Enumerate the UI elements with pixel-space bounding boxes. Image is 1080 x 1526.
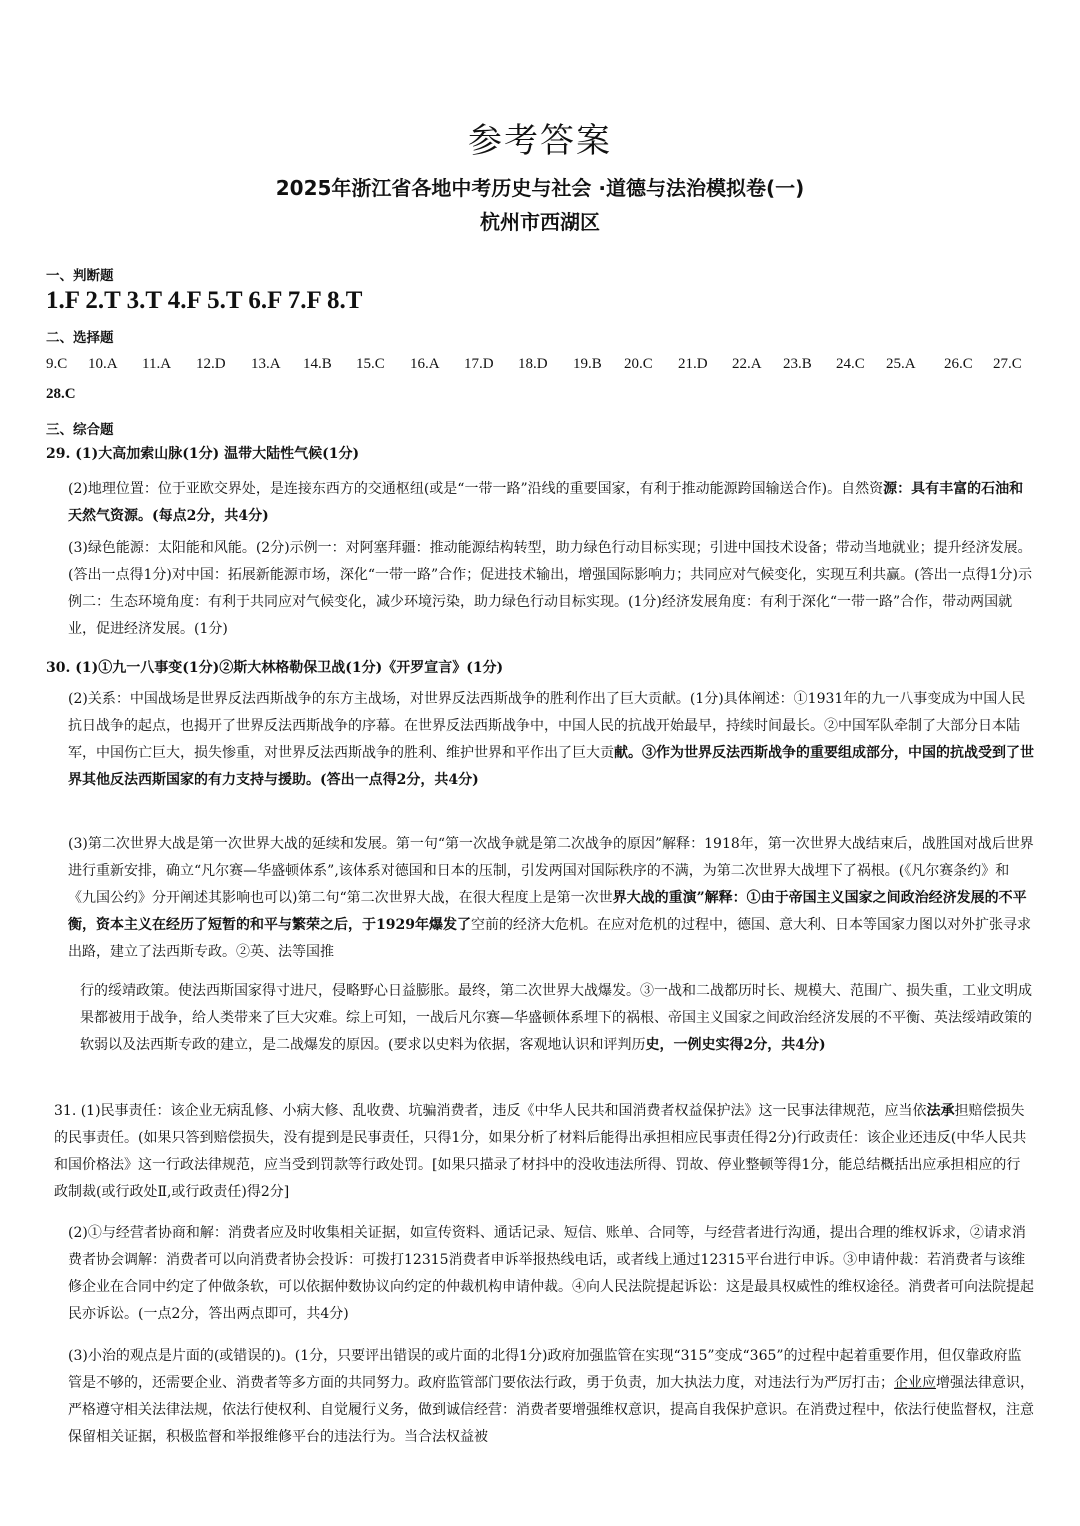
q31-part3-text: (3)小治的观点是片面的(或错误的)。(1分，只要评出错误的或片面的北得1分)政府加强监管在实现“315”变成“365”的过程中起着重要作用，但仅靠政府监管是不够的，还需要企业、消费者等多方面的共同努力。政府监管部门要依法行政，勇于负责，加大执法力度，对违法行为严厉打击；	[68, 1348, 1022, 1391]
section-heading-multiple-choice: 二、选择题	[46, 330, 114, 346]
q31-part1	[54, 1098, 1034, 1206]
q31-part1-text: 31. (1)民事责任：该企业无病乱修、小病大修、乱收费、坑骗消费者，违反《中华人民共和国消费者权益保护法》这一民事法律规范，应当依	[54, 1103, 927, 1119]
mc-answer: 14.B	[303, 356, 332, 372]
mc-answer: 20.C	[624, 356, 653, 372]
exam-subtitle: 2025年浙江省各地中考历史与社会 ·道德与法治模拟卷(一)	[275, 176, 805, 200]
q31-part3	[68, 1343, 1034, 1451]
mc-answer: 11.A	[142, 356, 172, 372]
q31-part3-underlined: 企业应	[894, 1375, 936, 1391]
q31-part2: (2)①与经营者协商和解：消费者应及时收集相关证据，如宣传资料、通话记录、短信、账单、合同等，与经营者进行沟通，提出合理的维权诉求，②请求消费者协会调解：消费者可以向消费者协会投诉：可拨打12315消费者申诉举报热线电话，或者线上通过12315平台进行申诉。③申请仲裁：若消费者与该维修企业在合同中约定了仲做条软，可以依据仲数协议向约定的仲裁机构申请仲裁。④向人民法院提起诉讼：这是最具权威性的维权途径。消费者可向法院提起民亦诉讼。(一点2分，答出两点即可，共4分)	[68, 1225, 1034, 1322]
q30-part3-text-d: 行的绥靖政策。使法西斯国家得寸进尺，侵略野心日益膨胀。最终，第二次世界大战爆发。③一战和二战都历时长、规模大、范围广、损失重，工业文明成果都被用于战争，给人类带来了巨大灾难。综上可知，一战后凡尔赛—华盛顿体系埋下的祸根、帝国主义国家之间政治经济发展的不平衡、英法绥靖政策的软弱以及法西斯专政的建立，是二战爆发的原因。(要求以史料为依据，客观地认识和评判历	[80, 983, 1032, 1053]
q29-part3: (3)绿色能源：太阳能和风能。(2分)示例一：对阿塞拜疆：推动能源结构转型，助力绿色行动目标实现；引进中国技术设备；带动当地就业；提升经济发展。(答出一点得1分)对中国：拓展新能源市场，深化“一带一路”合作；促进技术输出，增强国际影响力；共同应对气候变化，实现互利共赢。(答出一点得1分)示例二：生态环境角度：有利于共同应对气候变化，减少环境污染，助力绿色行动目标实现。(1分)经济发展角度：有利于深化“一带一路”合作，带动两国就业，促进经济发展。(1分)	[68, 540, 1032, 637]
mc-answer: 22.A	[732, 356, 762, 372]
q30-part3-text-a: (3)第二次世界大战是第一次世界大战的延续和发展。第一句“第一次战争就是第二次战争的原因”解释：1918年，第一次世界大战结束后，战胜国对战后世界进行重新安排，确立“凡尔赛—华盛顿体系”,该体系对德国和日本的压制，引发两国对国际秩序的不满，为第二次世界大战埋下了祸根。(《凡尔赛条约》和《九国公约》分开阐述其影响也可以)第二句“第二次世界大战，在很大程度上是第一次世	[68, 836, 1034, 906]
exam-region: 杭州市西湖区	[480, 210, 600, 234]
q30-part3-continued	[80, 978, 1034, 1059]
section-heading-comprehensive: 三、综合题	[46, 422, 114, 438]
mc-answer: 25.A	[886, 356, 916, 372]
q31-part3-text-cont: 增强法律意识，严格遵守相关法律法规，依法行使权利、自觉履行义务，做到诚信经营：消费者要增强维权意识，提高自我保护意识。在消费过程中，依法行使监督权，注意保留相关证据，积极监督和举报维修平台的违法行为。当合法权益被	[68, 1375, 1034, 1445]
mc-answer: 26.C	[944, 356, 973, 372]
multiple-choice-answers	[46, 356, 1036, 378]
mc-answer: 12.D	[196, 356, 226, 372]
mc-answer: 10.A	[88, 356, 118, 372]
mc-answer: 21.D	[678, 356, 708, 372]
mc-answer: 15.C	[356, 356, 385, 372]
page-title: 参考答案	[468, 121, 612, 161]
mc-answer: 24.C	[836, 356, 865, 372]
q29-part2-bold: 源：具有丰富的石油和天然气资源。(每点2分，共4分)	[68, 481, 1024, 524]
mc-answer: 16.A	[410, 356, 440, 372]
mc-answer: 19.B	[573, 356, 602, 372]
mc-answer-last: 28.C	[46, 386, 76, 402]
mc-answer: 18.D	[518, 356, 548, 372]
q30-part2-text: (2)关系：中国战场是世界反法西斯战争的东方主战场，对世界反法西斯战争的胜利作出了巨大贡献。(1分)具体阐述：①1931年的九一八事变成为中国人民抗日战争的起点，也揭开了世界反法西斯战争的序幕。在世界反法西斯战争中，中国人民的抗战开始最早，持续时间最长。②中国军队牵制了大部分日本陆军，中国伤亡巨大，损失惨重，对世界反法西斯战争的胜利、维护世界和平作出了巨大贡	[68, 691, 1026, 761]
q30-part3-bold-end: 史，一例史实得2分，共4分)	[645, 1037, 826, 1053]
q29-part2	[68, 476, 1034, 530]
section-heading-true-false: 一、判断题	[46, 268, 114, 284]
q30-part2-bold: 献。③作为世界反法西斯战争的重要组成部分，中国的抗战受到了世界其他反法西斯国家的有力支持与援助。(答出一点得2分，共4分)	[68, 745, 1034, 788]
mc-answer: 27.C	[993, 356, 1022, 372]
q29-part1: 29. (1)大高加索山脉(1分) 温带大陆性气候(1分)	[46, 446, 360, 462]
q29-part2-text: (2)地理位置：位于亚欧交界处，是连接东西方的交通枢纽(或是“一带一路”沿线的重要国家，有利于推动能源跨国输送合作)。自然资	[68, 481, 884, 497]
q30-part2	[68, 686, 1034, 794]
q31-part1-text-cont: 担赔偿损失的民事责任。(如果只答到赔偿损失，没有提到是民事责任，只得1分，如果分析了材料后能得出承担相应民事责任得2分)行政责任：该企业还违反(中华人民共和国价格法》这一行政法律规范，应当受到罚款等行政处罚。[如果只描录了材抖中的没收违法所得、罚故、停业整顿等得1分，能总结概括出应承担相应的行政制裁(或行政处Ⅱ,或行政责任)得2分]	[54, 1103, 1027, 1200]
mc-answer: 13.A	[251, 356, 281, 372]
q30-part3-text-c: 空前的经济大危机。在应对危机的过程中，德国、意大利、日本等国家力图以对外扩张寻求出路，建立了法西斯专政。②英、法等国推	[68, 917, 1031, 960]
q31-part1-bold: 法承	[926, 1103, 955, 1119]
true-false-answers: 1.F 2.T 3.T 4.F 5.T 6.F 7.F 8.T	[46, 287, 363, 314]
mc-answer: 17.D	[464, 356, 494, 372]
q30-part3	[68, 831, 1034, 966]
q30-part3-bold: 界大战的重演”解释：①由于帝国主义国家之间政治经济发展的不平衡，资本主义在经历了短暂的和平与繁荣之后，于1929年爆发了	[68, 890, 1027, 933]
mc-answer: 23.B	[783, 356, 812, 372]
q30-part1: 30. (1)①九一八事变(1分)②斯大林格勒保卫战(1分)《开罗宣言》(1分)	[46, 660, 504, 676]
mc-answer: 9.C	[46, 356, 68, 372]
